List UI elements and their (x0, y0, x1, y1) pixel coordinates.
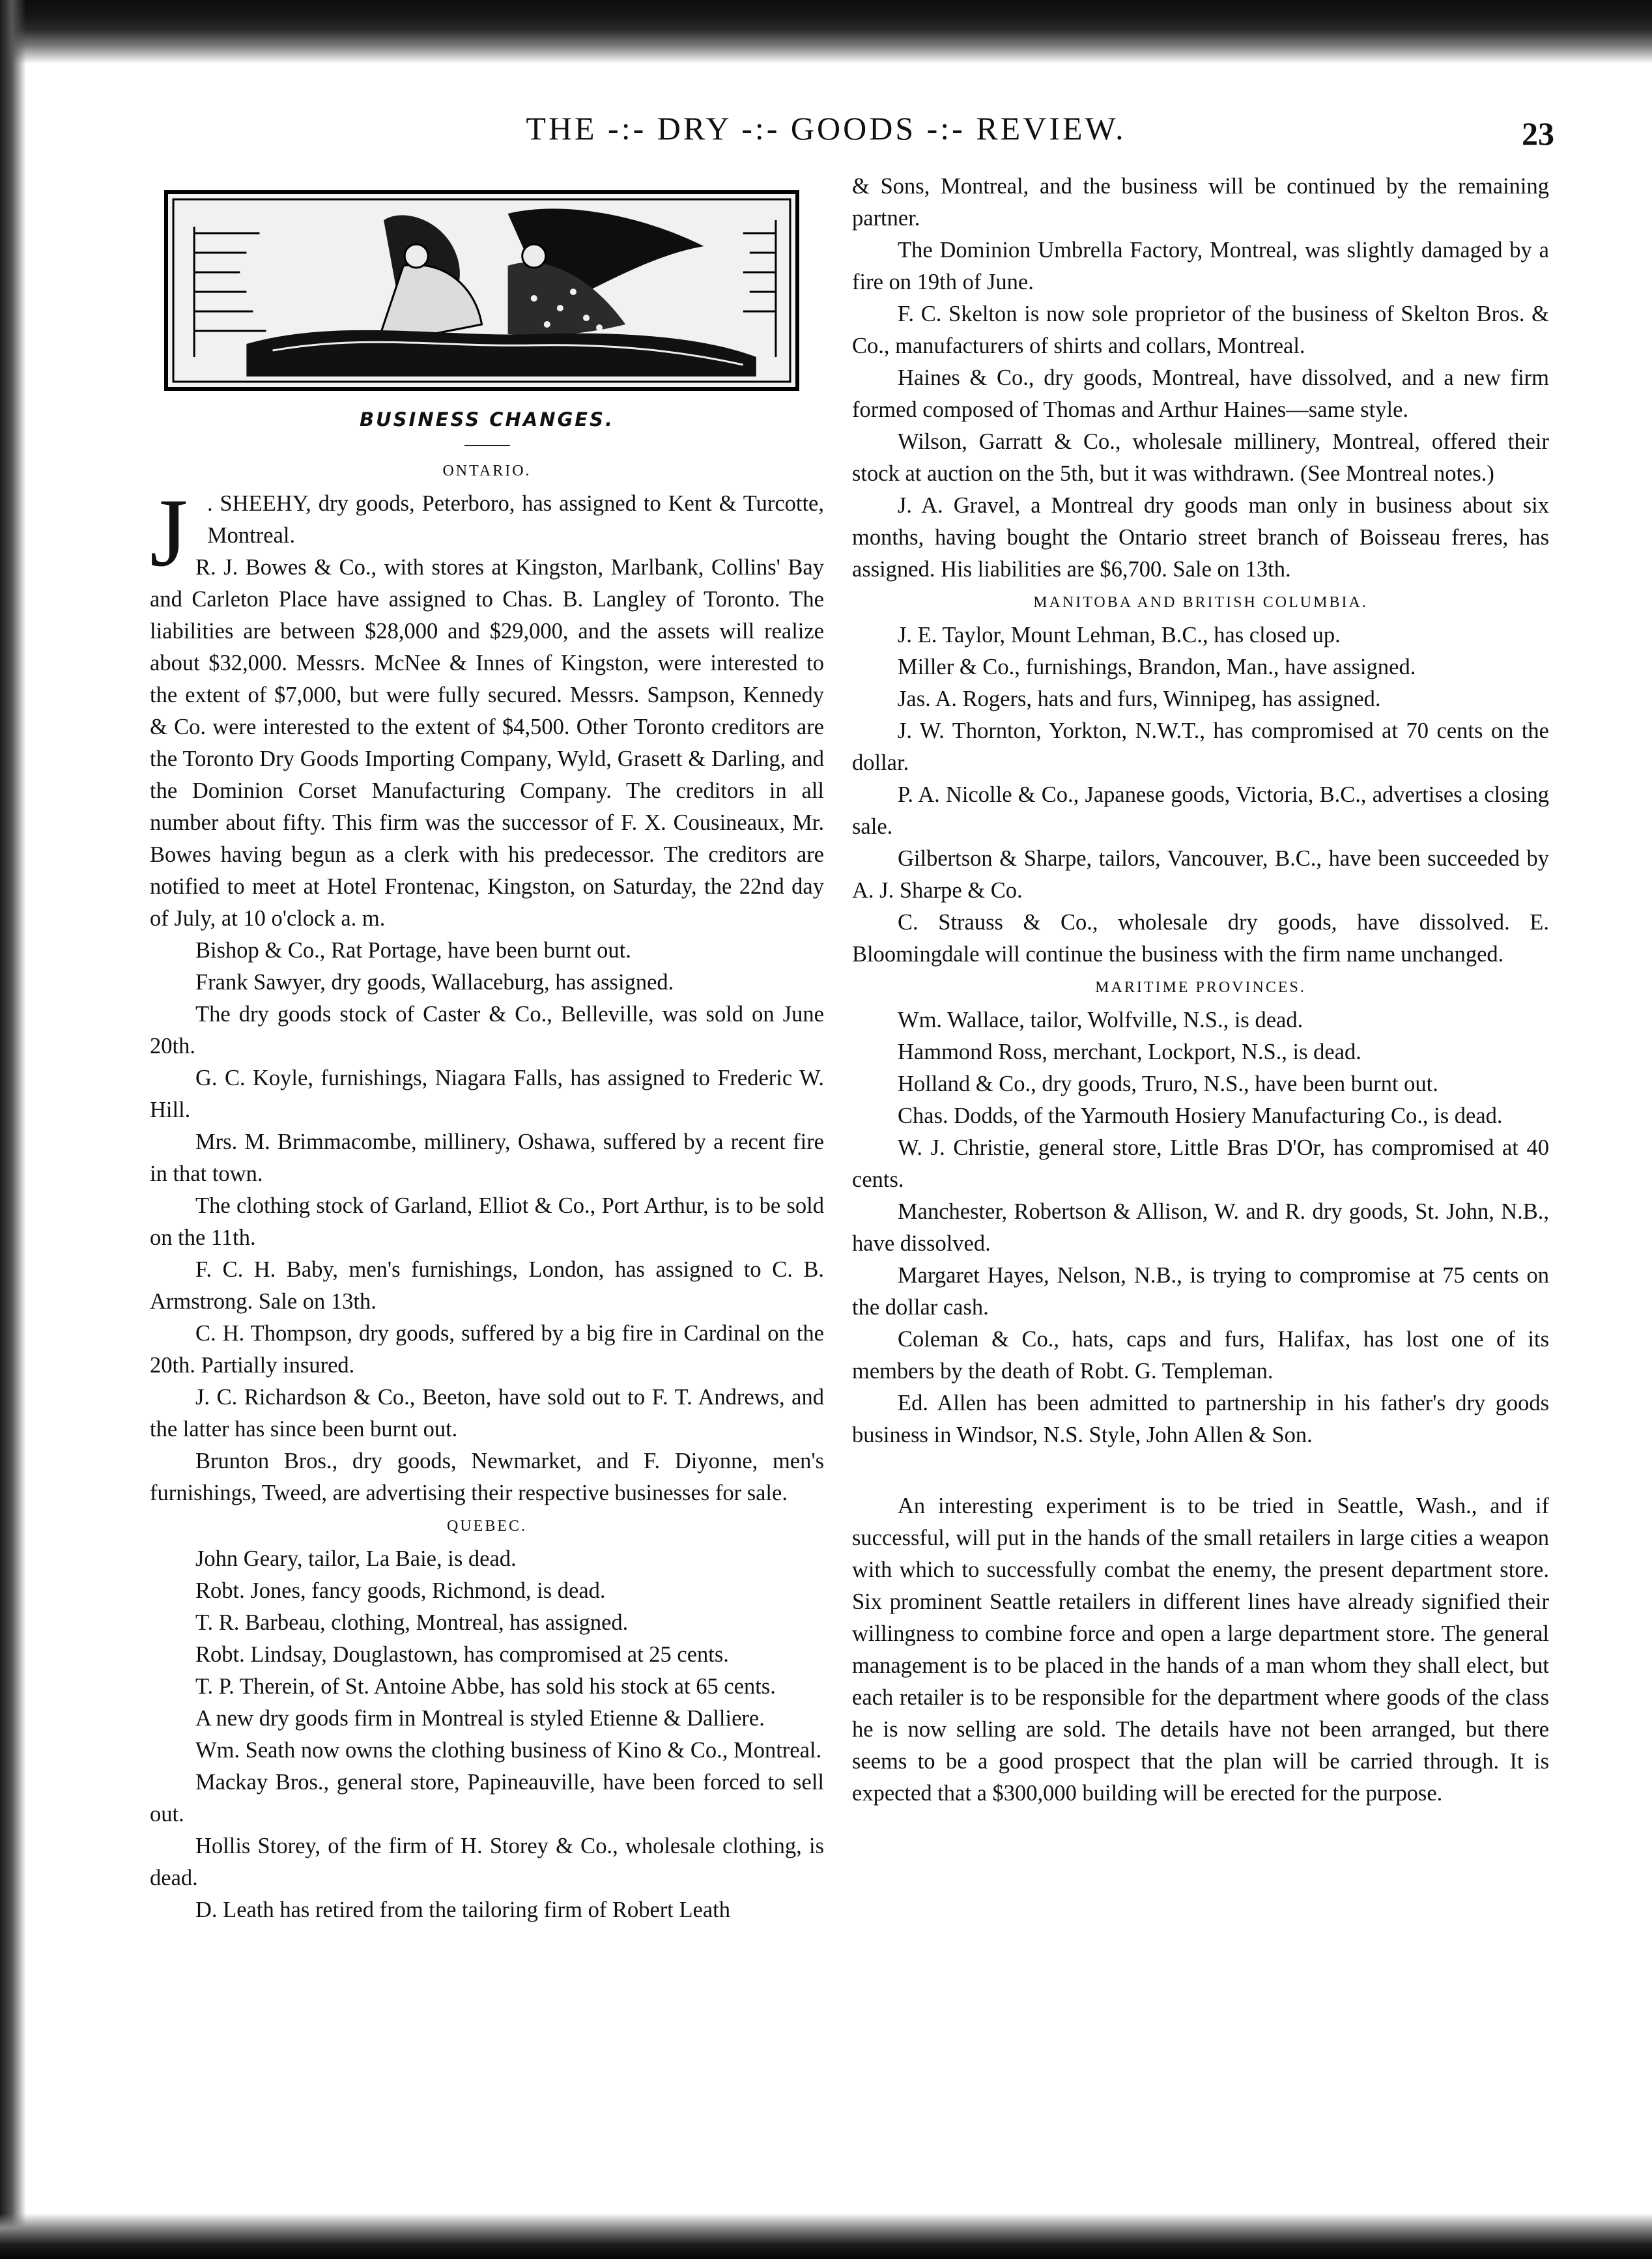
ontario-entry: R. J. Bowes & Co., with stores at Kingston, Marlbank, Collins' Bay and Carleton Place have assigned to Chas. B. Langley of Toronto. The liabilities are between $28,000 and $29,000, and the assets will realize about $32,000. Messrs. McNee & Innes of Kingston, were interested to the extent of $7,000, but were fully secured. Messrs. Sampson, Kennedy & Co. were interested to the extent of $4,500. Other Toronto creditors are the Toronto Dry Goods Importing Company, Wyld, Grasett & Darling, and the Dominion Corset Manufacturing Company. The creditors in all number about fifty. This firm was the successor of F. X. Cousineaux, Mr. Bowes having begun as a clerk with his predecessor. The creditors are notified to meet at Hotel Frontenac, Kingston, on Saturday, the 22nd day of July, at 10 o'clock a. m. (150, 555, 824, 931)
quebec-continued-entry: & Sons, Montreal, and the business will be continued by the remaining partner. (852, 174, 1549, 231)
ontario-heading: ONTARIO. (442, 462, 532, 479)
quebec-continued-entry: Haines & Co., dry goods, Montreal, have dissolved, and a new firm formed composed of Thomas and Arthur Haines—same style. (852, 365, 1549, 422)
right-column (852, 171, 1549, 1810)
manitoba-entry: J. W. Thornton, Yorkton, N.W.T., has compromised at 70 cents on the dollar. (852, 718, 1549, 775)
maritime-entry: Holland & Co., dry goods, Truro, N.S., have been burnt out. (898, 1072, 1438, 1096)
ontario-entry: Mrs. M. Brimmacombe, millinery, Oshawa, suffered by a recent fire in that town. (150, 1130, 824, 1186)
maritime-entry: Manchester, Robertson & Allison, W. and R. dry goods, St. John, N.B., have dissolved. (852, 1199, 1549, 1256)
ontario-entry: The clothing stock of Garland, Elliot & Co., Port Arthur, is to be sold on the 11th. (150, 1193, 824, 1250)
quebec-entry: T. P. Therein, of St. Antoine Abbe, has sold his stock at 65 cents. (195, 1674, 776, 1699)
maritime-entry: Ed. Allen has been admitted to partnership in his father's dry goods business in Windsor, N.S. Style, John Allen & Son. (852, 1391, 1549, 1447)
maritime-entry: Margaret Hayes, Nelson, N.B., is trying to compromise at 75 cents on the dollar cash. (852, 1263, 1549, 1320)
ontario-entry: C. H. Thompson, dry goods, suffered by a big fire in Cardinal on the 20th. Partially insured. (150, 1321, 824, 1378)
quebec-entry: Robt. Lindsay, Douglastown, has compromised at 25 cents. (195, 1642, 729, 1667)
ontario-entry: F. C. H. Baby, men's furnishings, London, has assigned to C. B. Armstrong. Sale on 13th. (150, 1257, 824, 1314)
quebec-continued-entry: The Dominion Umbrella Factory, Montreal, was slightly damaged by a fire on 19th of June. (852, 238, 1549, 294)
quebec-entry: T. R. Barbeau, clothing, Montreal, has assigned. (195, 1610, 629, 1635)
scan-top-edge (0, 0, 1652, 65)
quebec-entry: A new dry goods firm in Montreal is styled Etienne & Dalliere. (195, 1706, 765, 1731)
ontario-entry: Brunton Bros., dry goods, Newmarket, and F. Diyonne, men's furnishings, Tweed, are advertising their respective businesses for sale. (150, 1449, 824, 1505)
quebec-entry: Wm. Seath now owns the clothing business of Kino & Co., Montreal. (195, 1738, 822, 1763)
article-separator (852, 1451, 1549, 1490)
page-header-title: THE -:- DRY -:- GOODS -:- REVIEW. (526, 110, 1126, 147)
ontario-lead-paragraph (150, 479, 824, 587)
maritime-entry: Coleman & Co., hats, caps and furs, Halifax, has lost one of its members by the death of Robt. G. Templeman. (852, 1327, 1549, 1384)
ontario-entry: J. C. Richardson & Co., Beeton, have sold out to F. T. Andrews, and the latter has since been burnt out. (150, 1385, 824, 1442)
quebec-entry: Robt. Jones, fancy goods, Richmond, is dead. (195, 1578, 606, 1603)
seattle-article-text: An interesting experiment is to be tried in Seattle, Wash., and if successful, will put in the hands of the small retailers in large cities a weapon with which to successfully combat the enemy, the present department store. Six prominent Seattle retailers in different lines have already signified their willingness to combine force and open a large department store. The general management is to be placed in the hands of a man whom they shall elect, but each retailer is to be responsible for the department where goods of the class he is now selling are sold. The details have not been arranged, but there seems to be a good prospect that the plan will be carried through. It is expected that a $300,000 building will be erected for the purpose. (852, 1494, 1549, 1806)
manitoba-entry: Miller & Co., furnishings, Brandon, Man., have assigned. (898, 655, 1416, 679)
ontario-entry: G. C. Koyle, furnishings, Niagara Falls, has assigned to Frederic W. Hill. (150, 1066, 824, 1122)
quebec-entry: D. Leath has retired from the tailoring firm of Robert Leath (195, 1897, 731, 1922)
quebec-heading: QUEBEC. (447, 1518, 527, 1535)
page-number: 23 (1522, 115, 1554, 152)
left-column (150, 190, 824, 1926)
business-changes-title: BUSINESS CHANGES. (359, 408, 615, 431)
maritime-entry: Hammond Ross, merchant, Lockport, N.S., is dead. (898, 1040, 1361, 1064)
ontario-entry: The dry goods stock of Caster & Co., Belleville, was sold on June 20th. (150, 1002, 824, 1058)
scan-left-edge (0, 0, 26, 2259)
drop-cap: J (150, 479, 188, 587)
ontario-lead-text: . SHEEHY, dry goods, Peterboro, has assigned to Kent & Turcotte, Montreal. (207, 491, 824, 548)
manitoba-entry: Jas. A. Rogers, hats and furs, Winnipeg, has assigned. (898, 687, 1381, 711)
angels-illustration (164, 190, 799, 391)
scan-bottom-edge (0, 2213, 1652, 2259)
manitoba-entry: J. E. Taylor, Mount Lehman, B.C., has closed up. (898, 623, 1341, 647)
angels-illustration-art (168, 194, 795, 387)
ontario-entry: Frank Sawyer, dry goods, Wallaceburg, has assigned. (195, 970, 674, 995)
quebec-continued-entry: F. C. Skelton is now sole proprietor of the business of Skelton Bros. & Co., manufacturers of shirts and collars, Montreal. (852, 302, 1549, 358)
manitoba-entry: Gilbertson & Sharpe, tailors, Vancouver, B.C., have been succeeded by A. J. Sharpe & Co. (852, 846, 1549, 903)
manitoba-heading: MANITOBA AND BRITISH COLUMBIA. (1033, 594, 1368, 611)
maritime-entry: Chas. Dodds, of the Yarmouth Hosiery Manufacturing Co., is dead. (898, 1103, 1503, 1128)
maritime-heading: MARITIME PROVINCES. (1095, 979, 1306, 996)
quebec-continued-entry: J. A. Gravel, a Montreal dry goods man only in business about six months, having bought the Ontario street branch of Boisseau freres, has assigned. His liabilities are $6,700. Sale on 13th. (852, 493, 1549, 582)
maritime-entry: W. J. Christie, general store, Little Bras D'Or, has compromised at 40 cents. (852, 1135, 1549, 1192)
quebec-entry: Hollis Storey, of the firm of H. Storey & Co., wholesale clothing, is dead. (150, 1834, 824, 1890)
ontario-entry: Bishop & Co., Rat Portage, have been burnt out. (195, 938, 631, 963)
manitoba-entry: C. Strauss & Co., wholesale dry goods, have dissolved. E. Bloomingdale will continue the business with the firm name unchanged. (852, 910, 1549, 967)
quebec-entry: John Geary, tailor, La Baie, is dead. (195, 1546, 517, 1571)
manitoba-entry: P. A. Nicolle & Co., Japanese goods, Victoria, B.C., advertises a closing sale. (852, 782, 1549, 839)
title-rule (464, 445, 510, 446)
quebec-continued-entry: Wilson, Garratt & Co., wholesale millinery, Montreal, offered their stock at auction on the 5th, but it was withdrawn. (See Montreal notes.) (852, 429, 1549, 486)
quebec-entry: Mackay Bros., general store, Papineauville, have been forced to sell out. (150, 1770, 824, 1826)
maritime-entry: Wm. Wallace, tailor, Wolfville, N.S., is dead. (898, 1008, 1303, 1032)
